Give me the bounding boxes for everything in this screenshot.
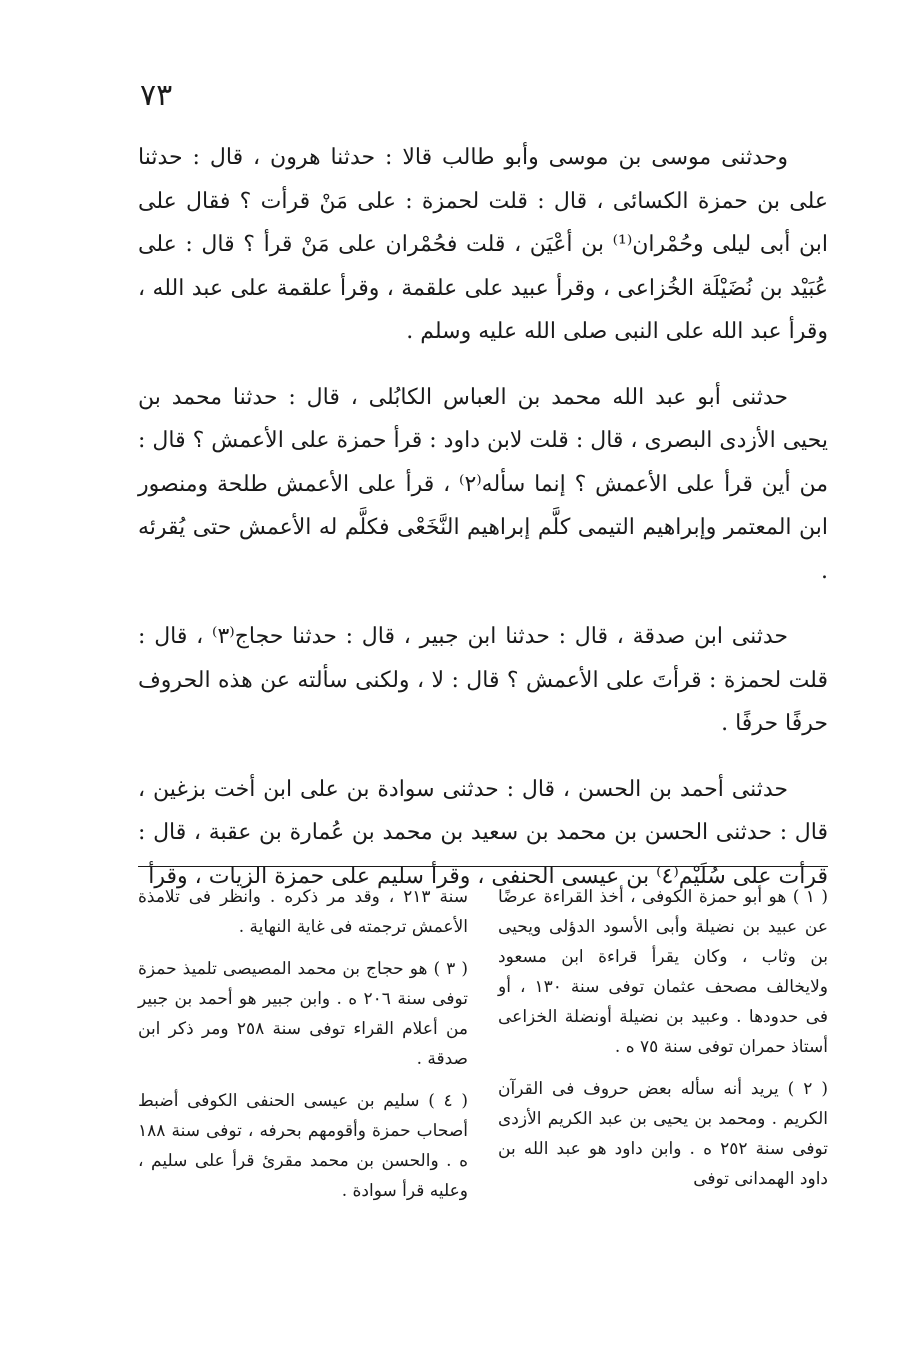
footnotes-right-column — [498, 882, 828, 1206]
footnote-2: ( ٢ ) يريد أنه سأله بعض حروف فى القرآن الكريم . ومحمد بن يحيى بن عبد الكريم الأزدى توفى سنة ٢٥٢ ه . وابن داود هو عبد الله بن داود الهمدانى توفى — [498, 1079, 829, 1189]
footnote-2-continued: سنة ٢١٣ ، وقد مر ذكره . وانظر فى تلامذة الأعمش ترجمته فى غاية النهاية . — [138, 887, 468, 937]
footnote-3: ( ٣ ) هو حجاج بن محمد المصيصى تلميذ حمزة توفى سنة ٢٠٦ ه . وابن جبير هو أحمد بن جبير من أعلام القراء توفى سنة ٢٥٨ ومر ذكر ابن صدقة . — [138, 959, 468, 1069]
footnotes-left-column — [138, 882, 468, 1206]
paragraph-2: حدثنى أبو عبد الله محمد بن العباس الكابُلى ، قال : حدثنا محمد بن يحيى الأزدى البصرى ، قال : قلت لابن داود : قرأ حمزة على الأعمش ؟ قال : من أين قرأ على الأعمش ؟ إنما سأله⁽٢⁾ ، قرأ على الأعمش طلحة ومنصور ابن المعتمر وإبراهيم التيمى كلَّم إبراهيم النَّخَعْى فكلَّم له الأعمش حتى يُقرئه . — [137, 384, 829, 584]
paragraph-4: حدثنى أحمد بن الحسن ، قال : حدثنى سوادة بن على ابن أخت بزغين ، قال : حدثنى الحسن بن محمد بن سعيد بن محمد بن عُمارة بن عقبة ، قال : قرأت على سُلَيْم⁽٤⁾ بن عيسى الحنفى ، وقرأ سليم على حمزة الزيات ، وقرأ — [138, 776, 828, 889]
main-text — [138, 136, 828, 898]
footnote-4: ( ٤ ) سليم بن عيسى الحنفى الكوفى أضبط أصحاب حمزة وأقومهم بحرفه ، توفى سنة ١٨٨ ه . والحسن بن محمد مقرئ قرأ على سليم ، وعليه قرأ سوادة . — [138, 1091, 468, 1201]
paragraph-3: حدثنى ابن صدقة ، قال : حدثنا ابن جبير ، قال : حدثنا حجاج⁽٣⁾ ، قال : قلت لحمزة : قرأتَ على الأعمش ؟ قال : لا ، ولكنى سألته عن هذه الحروف حرفًا حرفًا . — [138, 624, 828, 736]
footnote-divider — [138, 866, 828, 867]
page-number: ٧٣ — [140, 78, 173, 113]
footnote-1: ( ١ ) هو أبو حمزة الكوفى ، أخذ القراءة عرضًا عن عبيد بن نضيلة وأبى الأسود الدؤلى ويحيى بن وثاب ، وكان يقرأ قراءة ابن مسعود ولايخالف مصحف عثمان توفى سنة ١٣٠ ، أو فى حدودها . وعبيد بن نضيلة أونضلة الخزاعى أستاذ حمران توفى سنة ٧٥ ه . — [498, 887, 829, 1057]
footnotes — [138, 882, 828, 1206]
paragraph-1: وحدثنى موسى بن موسى وأبو طالب قالا : حدثنا هرون ، قال : حدثنا على بن حمزة الكسائى ، قال : قلت لحمزة : على مَنْ قرأت ؟ فقال على ابن أبى ليلى وحُمْران⁽¹⁾ بن أعْيَن ، قلت فحُمْران على مَنْ قرأ ؟ قال : على عُبَيْد بن نُضَيْلَة الخُزاعى ، وقرأ عبيد على علقمة ، وقرأ علقمة على عبد الله ، وقرأ عبد الله على النبى صلى الله عليه وسلم . — [138, 145, 829, 344]
